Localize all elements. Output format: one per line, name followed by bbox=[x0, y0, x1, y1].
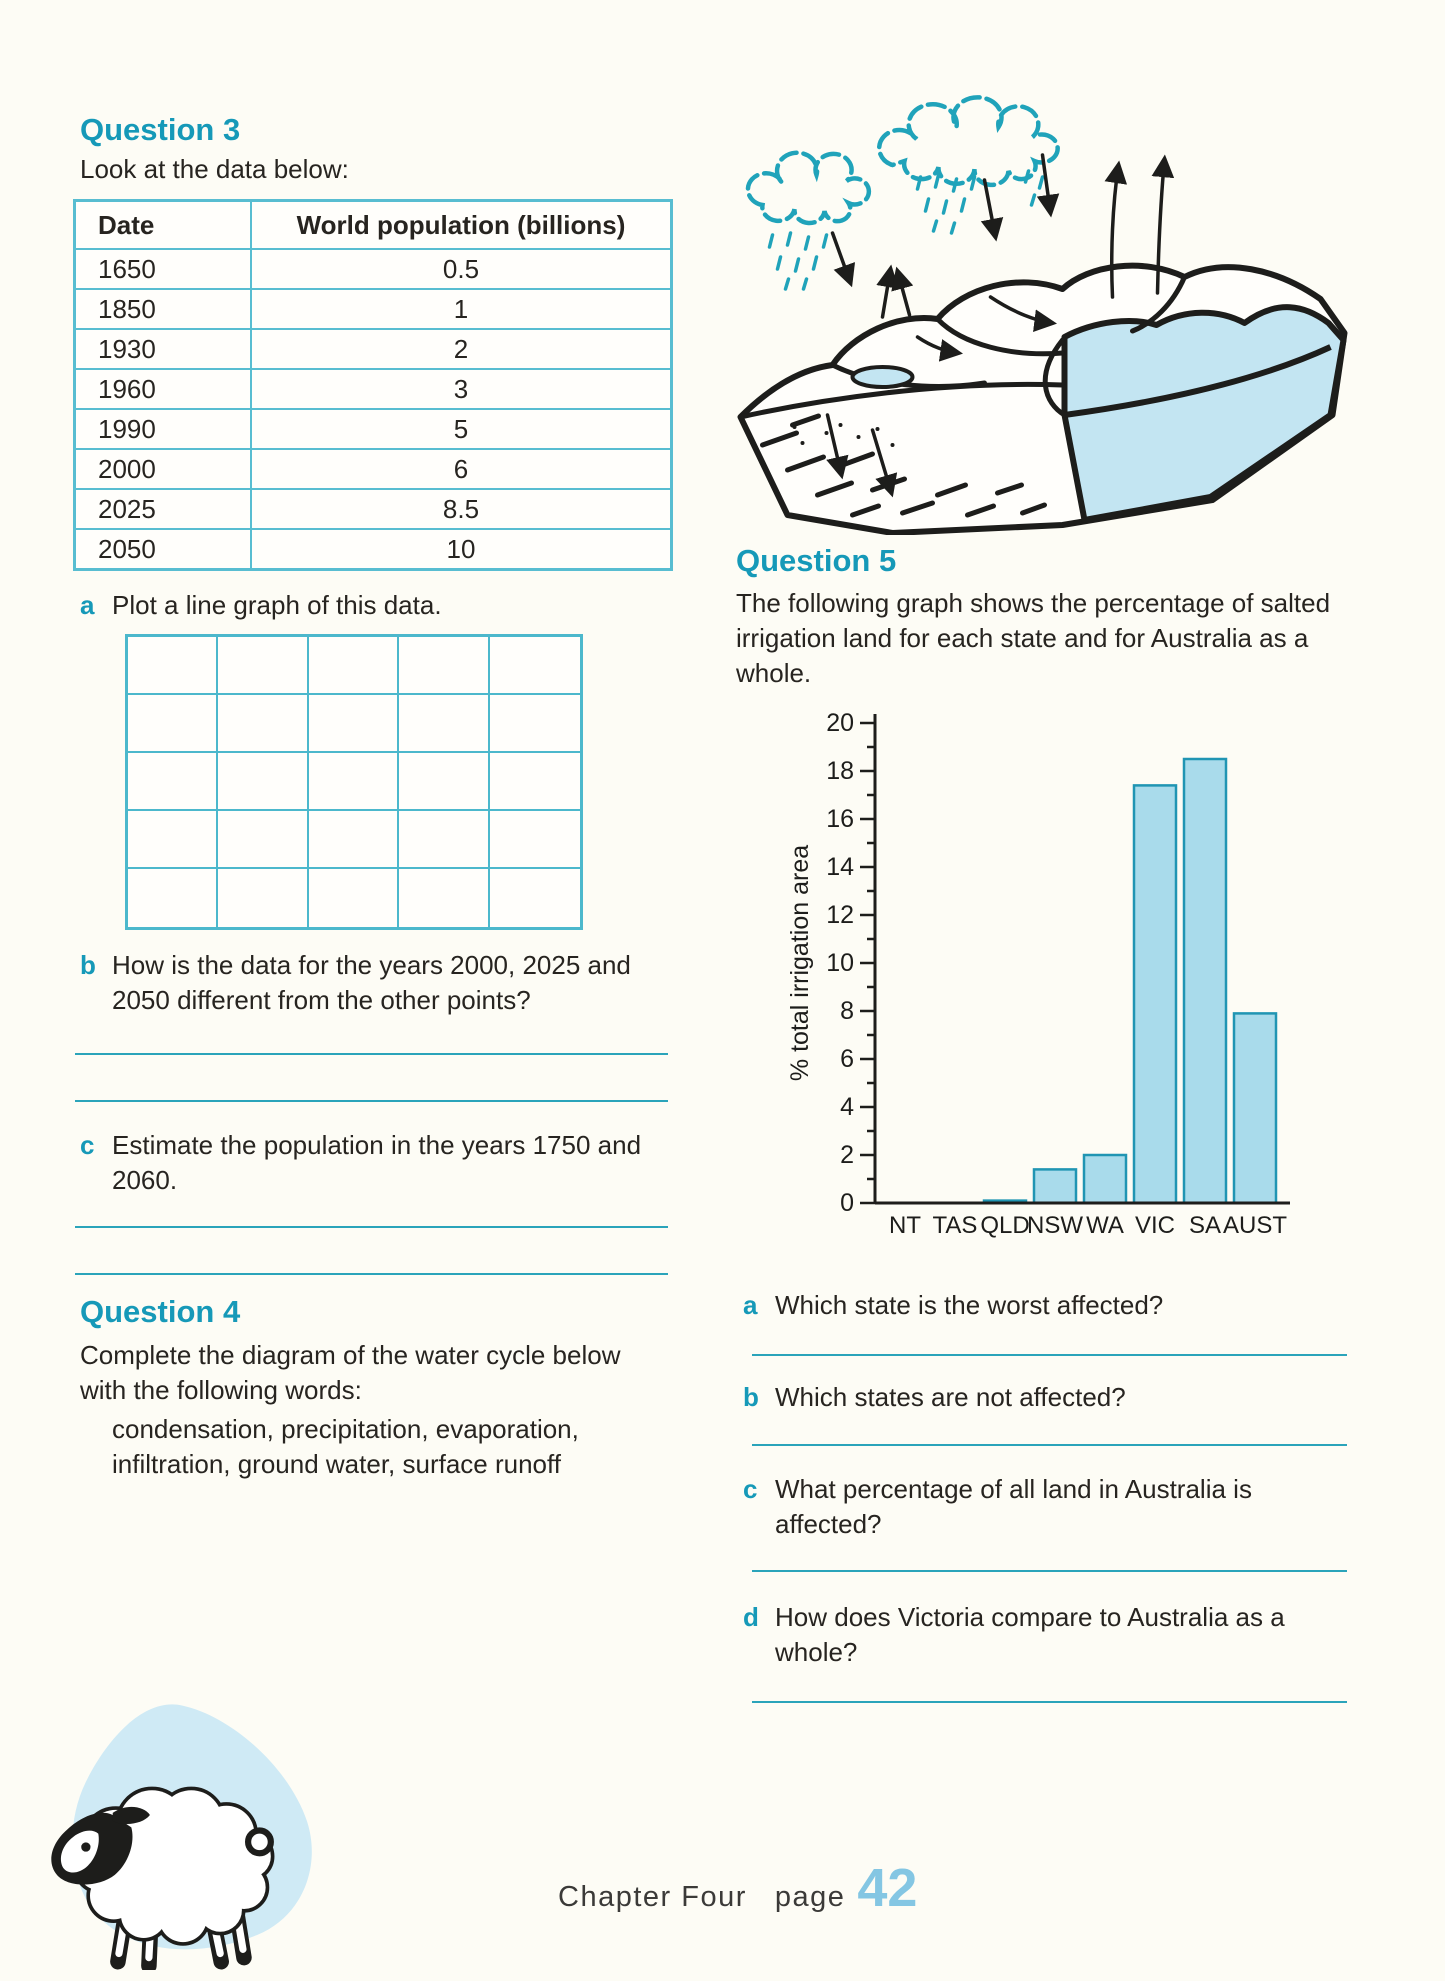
q3-part-a bbox=[80, 588, 655, 623]
answer-line bbox=[752, 1701, 1347, 1703]
rain-marks bbox=[770, 171, 1043, 289]
y-axis-label: % total irrigation area bbox=[786, 844, 814, 1082]
q5-part-b bbox=[743, 1380, 1335, 1415]
grid-cell bbox=[399, 695, 489, 753]
table-cell-date: 2050 bbox=[76, 530, 252, 568]
part-text: Which state is the worst affected? bbox=[775, 1290, 1164, 1320]
water-cycle-illustration bbox=[730, 85, 1355, 535]
bar bbox=[1184, 759, 1226, 1203]
grid-cell bbox=[399, 637, 489, 695]
question4-instruction: Complete the diagram of the water cycle below with the following words: bbox=[80, 1340, 621, 1405]
table-cell-population: 8.5 bbox=[442, 494, 480, 524]
grid-cell bbox=[218, 637, 308, 695]
grid-cell bbox=[218, 869, 308, 927]
q5-part-d bbox=[743, 1600, 1335, 1670]
grid-cell bbox=[490, 695, 580, 753]
grid-cell bbox=[128, 811, 218, 869]
grid-cell bbox=[128, 869, 218, 927]
x-category-label: NSW bbox=[1027, 1212, 1083, 1239]
answer-line bbox=[75, 1053, 668, 1055]
bar bbox=[1084, 1155, 1126, 1203]
grid-cell bbox=[490, 637, 580, 695]
y-tick-label: 2 bbox=[840, 1141, 854, 1169]
y-tick-label: 8 bbox=[840, 997, 854, 1025]
blank-plotting-grid bbox=[125, 634, 583, 930]
part-letter: c bbox=[743, 1474, 758, 1504]
x-category-label: AUST bbox=[1222, 1212, 1288, 1239]
part-letter: c bbox=[80, 1130, 95, 1160]
table-row bbox=[76, 248, 670, 288]
page-word: page bbox=[774, 1881, 846, 1913]
question5-heading: Question 5 bbox=[736, 543, 897, 578]
x-category-label: TAS bbox=[932, 1212, 978, 1239]
table-cell-date: 2000 bbox=[76, 450, 252, 488]
population-table bbox=[73, 199, 673, 571]
answer-line bbox=[75, 1100, 668, 1102]
part-letter: b bbox=[743, 1382, 759, 1412]
grid-cell bbox=[490, 753, 580, 811]
answer-line bbox=[752, 1444, 1347, 1446]
table-cell-population: 5 bbox=[453, 414, 469, 444]
page-number: 42 bbox=[857, 1858, 918, 1918]
table-cell-date: 1930 bbox=[76, 330, 252, 368]
table-header-row bbox=[76, 202, 670, 248]
salinity-bar-chart bbox=[770, 700, 1340, 1245]
table-row bbox=[76, 288, 670, 328]
table-header-population: World population (billions) bbox=[296, 210, 626, 240]
grid-cell bbox=[309, 869, 399, 927]
table-cell-date: 1960 bbox=[76, 370, 252, 408]
table-cell-population: 6 bbox=[453, 454, 469, 484]
grid-cell bbox=[490, 869, 580, 927]
part-text: Plot a line graph of this data. bbox=[112, 590, 442, 620]
y-tick-label: 0 bbox=[840, 1189, 854, 1217]
sheep-eye bbox=[81, 1842, 90, 1851]
x-category-label: NT bbox=[889, 1212, 921, 1239]
grid-cell bbox=[309, 811, 399, 869]
grid-cell bbox=[490, 811, 580, 869]
grid-cell bbox=[399, 811, 489, 869]
cloud-icon bbox=[748, 97, 1058, 223]
grid-cell bbox=[309, 753, 399, 811]
grid-cell bbox=[218, 811, 308, 869]
y-tick-label: 14 bbox=[826, 853, 854, 881]
part-text: How does Victoria compare to Australia as a whole? bbox=[775, 1602, 1285, 1667]
y-tick-label: 18 bbox=[826, 757, 854, 785]
sheep-illustration bbox=[28, 1660, 338, 1970]
q5-part-c bbox=[743, 1472, 1335, 1542]
table-row bbox=[76, 408, 670, 448]
table-cell-population: 10 bbox=[446, 534, 476, 564]
grid-cell bbox=[309, 695, 399, 753]
grid-cell bbox=[128, 695, 218, 753]
table-row bbox=[76, 488, 670, 528]
table-cell-date: 2025 bbox=[76, 490, 252, 528]
grid-cell bbox=[399, 869, 489, 927]
y-tick-label: 20 bbox=[826, 709, 854, 737]
table-row bbox=[76, 328, 670, 368]
answer-line bbox=[75, 1226, 668, 1228]
x-category-label: QLD bbox=[980, 1212, 1030, 1239]
table-cell-date: 1650 bbox=[76, 250, 252, 288]
part-text: Which states are not affected? bbox=[775, 1382, 1126, 1412]
table-cell-population: 0.5 bbox=[442, 254, 480, 284]
part-text: What percentage of all land in Australia is affected? bbox=[775, 1474, 1252, 1539]
chart-axes bbox=[875, 714, 1290, 1203]
bar bbox=[1234, 1013, 1276, 1203]
table-row bbox=[76, 448, 670, 488]
y-tick-label: 10 bbox=[826, 949, 854, 977]
sheep-tail bbox=[248, 1831, 271, 1854]
part-letter: a bbox=[743, 1290, 758, 1320]
table-cell-date: 1850 bbox=[76, 290, 252, 328]
bar bbox=[1034, 1169, 1076, 1203]
table-cell-population: 1 bbox=[453, 294, 469, 324]
grid-cell bbox=[218, 753, 308, 811]
grid-cell bbox=[399, 753, 489, 811]
x-category-label: SA bbox=[1188, 1212, 1222, 1239]
question3-heading: Question 3 bbox=[80, 112, 241, 147]
grid-cell bbox=[218, 695, 308, 753]
question3-intro: Look at the data below: bbox=[80, 154, 349, 184]
x-category-label: VIC bbox=[1134, 1212, 1176, 1239]
question4-heading: Question 4 bbox=[80, 1294, 241, 1329]
answer-line bbox=[75, 1273, 668, 1275]
grid-cell bbox=[309, 637, 399, 695]
q3-part-b bbox=[80, 948, 687, 1018]
grid-cell bbox=[128, 753, 218, 811]
table-cell-population: 2 bbox=[453, 334, 469, 364]
x-category-label: WA bbox=[1086, 1212, 1124, 1239]
part-letter: b bbox=[80, 950, 96, 980]
chapter-label: Chapter Four bbox=[558, 1881, 747, 1913]
q3-part-c bbox=[80, 1128, 687, 1198]
bar bbox=[1134, 785, 1176, 1203]
question5-intro: The following graph shows the percentage of salted irrigation land for each state and for Australia as a whole. bbox=[736, 588, 1331, 688]
answer-line bbox=[752, 1354, 1347, 1356]
answer-line bbox=[752, 1570, 1347, 1572]
table-header-date: Date bbox=[76, 202, 252, 248]
page-footer bbox=[558, 1858, 918, 1918]
part-text: How is the data for the years 2000, 2025 and 2050 different from the other points? bbox=[112, 950, 631, 1015]
table-row bbox=[76, 368, 670, 408]
y-tick-label: 12 bbox=[826, 901, 854, 929]
water-body bbox=[1065, 307, 1344, 520]
grid-cell bbox=[128, 637, 218, 695]
y-tick-label: 4 bbox=[840, 1093, 854, 1121]
y-tick-label: 6 bbox=[840, 1045, 854, 1073]
table-cell-date: 1990 bbox=[76, 410, 252, 448]
table-row bbox=[76, 528, 670, 568]
q5-part-a bbox=[743, 1288, 1335, 1323]
pond bbox=[853, 367, 913, 387]
y-tick-label: 16 bbox=[826, 805, 854, 833]
table-cell-population: 3 bbox=[453, 374, 469, 404]
part-text: Estimate the population in the years 1750 and 2060. bbox=[112, 1130, 642, 1195]
question4-word-list: condensation, precipitation, evaporation, infiltration, ground water, surface runoff bbox=[112, 1414, 579, 1479]
part-letter: a bbox=[80, 590, 95, 620]
part-letter: d bbox=[743, 1602, 759, 1632]
